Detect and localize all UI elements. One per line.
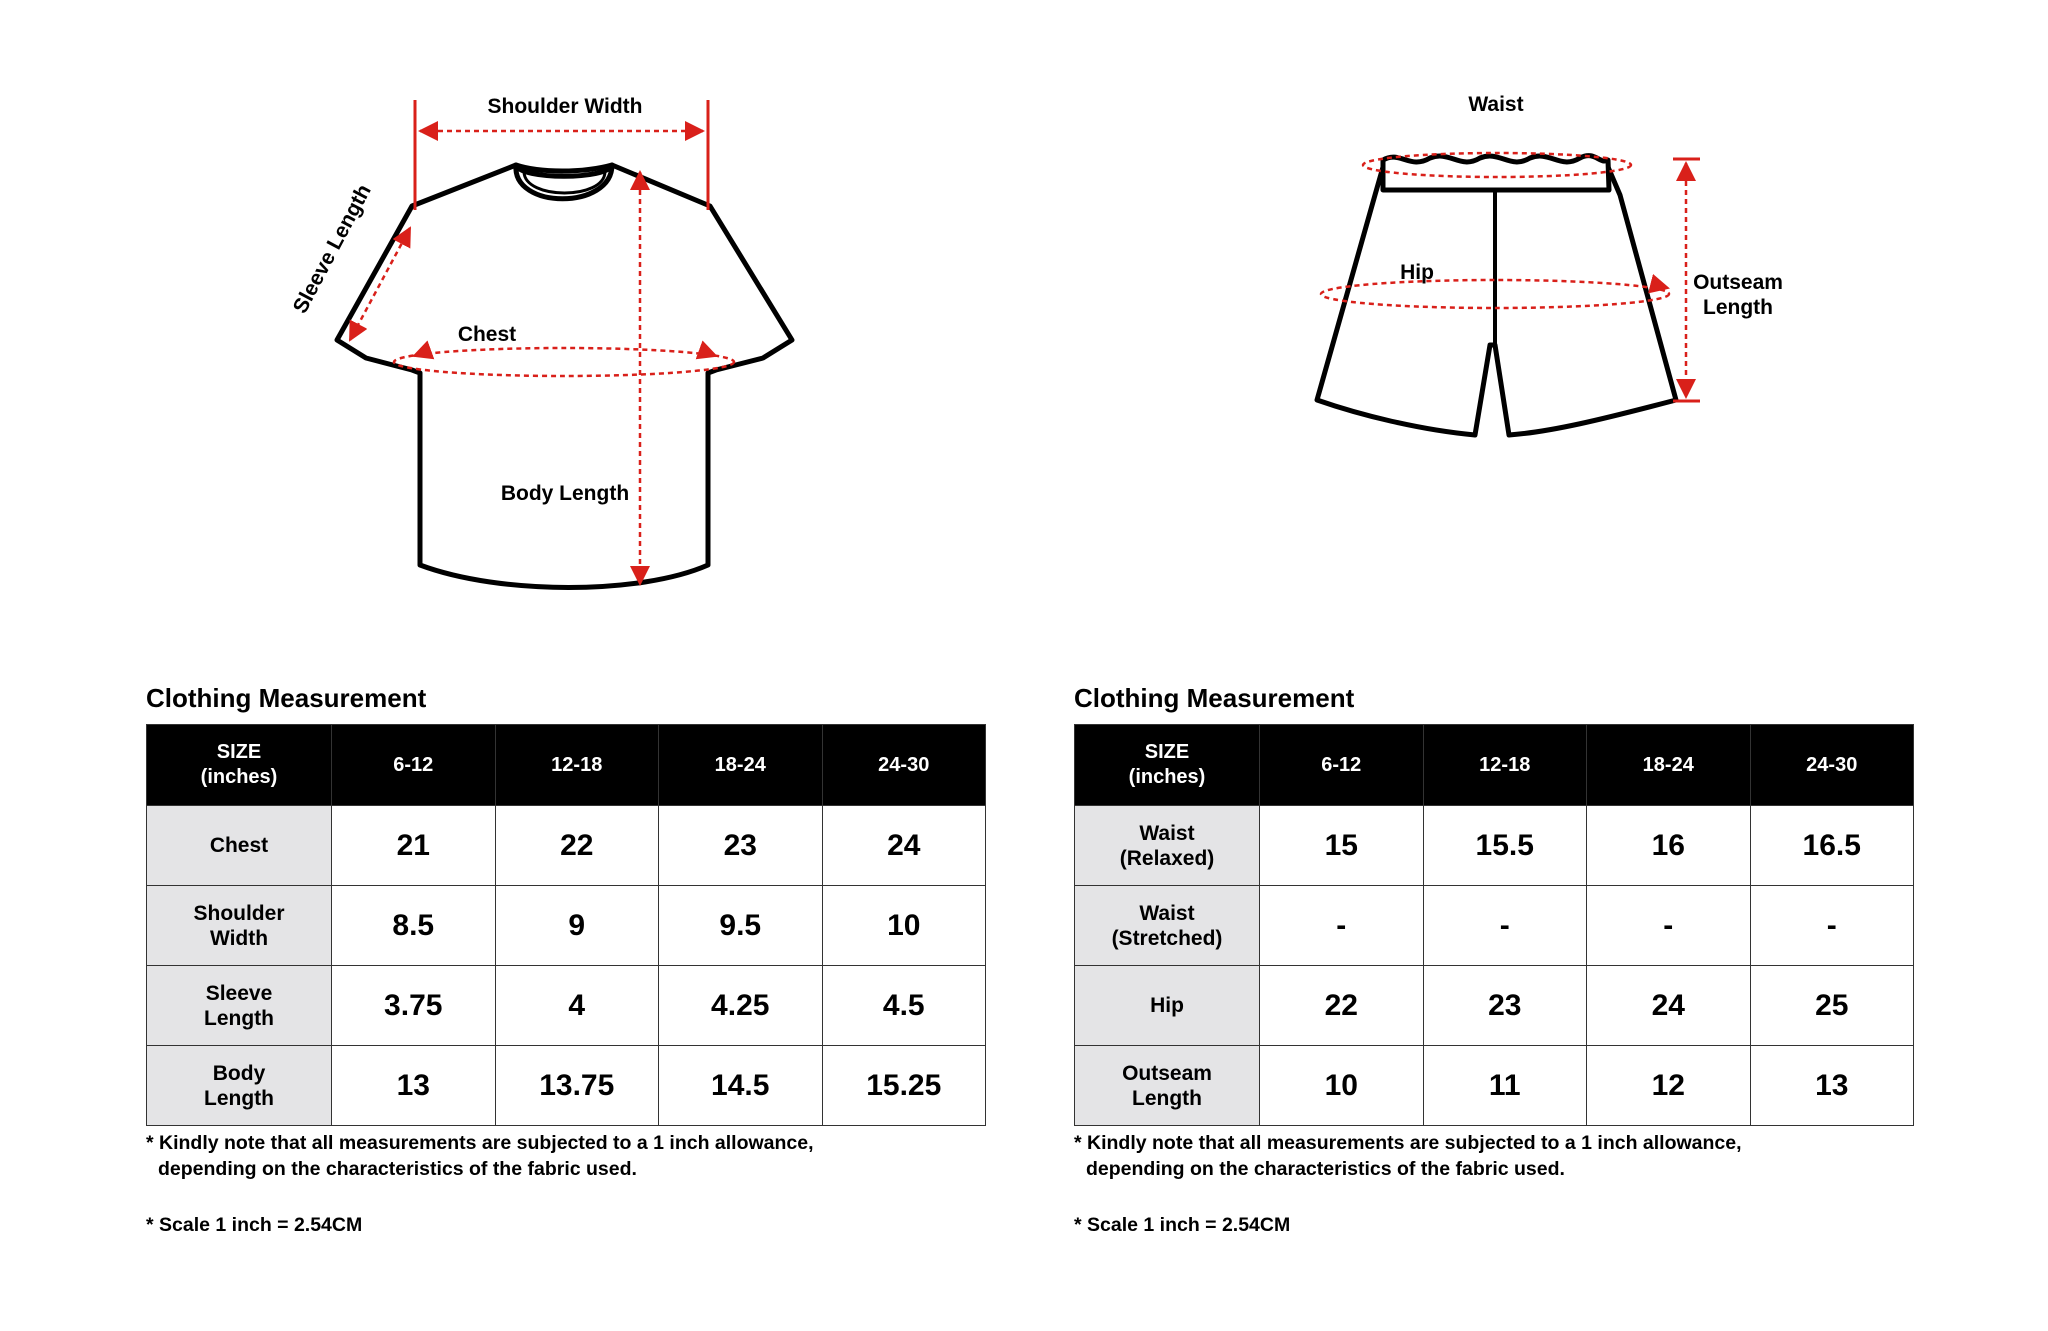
- table-cell: 4: [495, 966, 659, 1046]
- table-cell: 3.75: [332, 966, 496, 1046]
- table-cell: 4.5: [822, 966, 986, 1046]
- row-label: Sleeve Length: [147, 966, 332, 1046]
- table-cell: -: [1260, 886, 1424, 966]
- chest-label: Chest: [457, 323, 517, 346]
- table-cell: 14.5: [659, 1046, 823, 1126]
- table-row: [147, 806, 986, 886]
- shorts-diagram: [1000, 0, 2048, 640]
- outseam-label-line2: Length: [1703, 296, 1773, 319]
- shoulder-width-label: Shoulder Width: [487, 95, 643, 118]
- shorts-waistband: [1383, 156, 1609, 190]
- tshirt-diagram: [0, 0, 1000, 640]
- row-label: Waist (Stretched): [1075, 886, 1260, 966]
- table-row: [147, 886, 986, 966]
- table-row: [1075, 1046, 1914, 1126]
- table-cell: 8.5: [332, 886, 496, 966]
- hip-label: Hip: [1400, 261, 1434, 284]
- waist-label: Waist: [1468, 93, 1524, 116]
- allowance-note: * Kindly note that all measurements are subjected to a 1 inch allowance, depending on the characteristics of the fabric used.: [146, 1132, 814, 1180]
- allowance-note: * Kindly note that all measurements are subjected to a 1 inch allowance, depending on the characteristics of the fabric used.: [1074, 1132, 1742, 1180]
- column-header: 6-12: [1260, 725, 1424, 806]
- scale-note: * Scale 1 inch = 2.54CM: [1074, 1214, 1291, 1236]
- table-cell: 9.5: [659, 886, 823, 966]
- table-header-row: [1075, 725, 1914, 806]
- table-cell: 12: [1587, 1046, 1751, 1126]
- table-cell: 10: [822, 886, 986, 966]
- table-row: [147, 966, 986, 1046]
- shorts-measurement-panel: [1074, 682, 1914, 1237]
- sleeve-length-label: Sleeve Length: [288, 180, 376, 318]
- hip-arrow-right: [1660, 286, 1668, 288]
- row-label: Hip: [1075, 966, 1260, 1046]
- column-header: 18-24: [1587, 725, 1751, 806]
- panel-title: Clothing Measurement: [1074, 683, 1355, 713]
- table-cell: 10: [1260, 1046, 1424, 1126]
- row-label: Shoulder Width: [147, 886, 332, 966]
- table-cell: 4.25: [659, 966, 823, 1046]
- column-header: 24-30: [822, 725, 986, 806]
- table-cell: -: [1587, 886, 1751, 966]
- table-cell: 25: [1750, 966, 1914, 1046]
- table-row: [147, 1046, 986, 1126]
- table-cell: -: [1423, 886, 1587, 966]
- panel-title: Clothing Measurement: [146, 683, 427, 713]
- column-header: 12-18: [1423, 725, 1587, 806]
- size-header: SIZE (inches): [1075, 725, 1260, 806]
- column-header: 24-30: [1750, 725, 1914, 806]
- table-cell: 13: [1750, 1046, 1914, 1126]
- table-cell: 24: [1587, 966, 1751, 1046]
- table-cell: 11: [1423, 1046, 1587, 1126]
- table-cell: 23: [659, 806, 823, 886]
- column-header: 18-24: [659, 725, 823, 806]
- shorts-size-table: [1074, 724, 1914, 1126]
- row-label: Waist (Relaxed): [1075, 806, 1260, 886]
- table-cell: 22: [1260, 966, 1424, 1046]
- row-label: Outseam Length: [1075, 1046, 1260, 1126]
- table-header-row: [147, 725, 986, 806]
- table-cell: 15.5: [1423, 806, 1587, 886]
- column-header: 12-18: [495, 725, 659, 806]
- row-label: Body Length: [147, 1046, 332, 1126]
- shirt-measurement-panel: [146, 682, 986, 1237]
- table-cell: 23: [1423, 966, 1587, 1046]
- table-cell: 15.25: [822, 1046, 986, 1126]
- shirt-size-table: [146, 724, 986, 1126]
- table-row: [1075, 966, 1914, 1046]
- column-header: 6-12: [332, 725, 496, 806]
- table-row: [1075, 806, 1914, 886]
- table-cell: 15: [1260, 806, 1424, 886]
- table-cell: 13.75: [495, 1046, 659, 1126]
- row-label: Chest: [147, 806, 332, 886]
- outseam-label-line1: Outseam: [1693, 271, 1783, 294]
- table-cell: 9: [495, 886, 659, 966]
- table-cell: 13: [332, 1046, 496, 1126]
- table-row: [1075, 886, 1914, 966]
- table-cell: 21: [332, 806, 496, 886]
- body-length-label: Body Length: [500, 482, 630, 505]
- table-cell: 16: [1587, 806, 1751, 886]
- size-header: SIZE (inches): [147, 725, 332, 806]
- table-cell: -: [1750, 886, 1914, 966]
- table-cell: 16.5: [1750, 806, 1914, 886]
- table-cell: 24: [822, 806, 986, 886]
- scale-note: * Scale 1 inch = 2.54CM: [146, 1214, 363, 1236]
- table-cell: 22: [495, 806, 659, 886]
